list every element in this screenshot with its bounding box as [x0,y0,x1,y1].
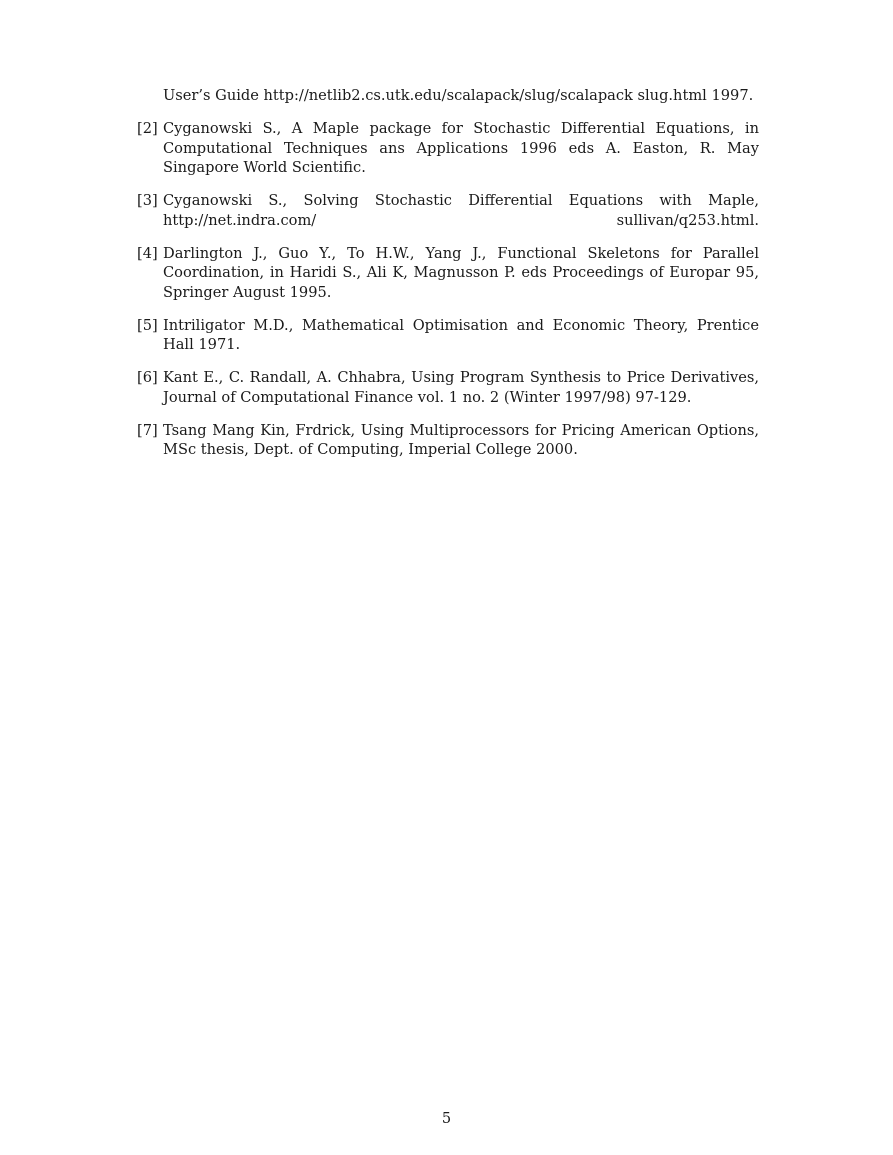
reference-number: [4] [137,244,158,262]
reference-item [137,316,759,355]
reference-list [137,86,759,473]
reference-continuation-text: User’s Guide http://netlib2.cs.utk.edu/scalapack/slug/scalapack slug.html 1997. [163,87,754,104]
reference-number: [2] [137,120,158,137]
reference-text: Tsang Mang Kin, Frdrick, Using Multiprocessors for Pricing American Options, MSc thesis, Dept. of Computing, Imperial College 2000. [163,421,759,458]
reference-item [137,368,759,407]
reference-number: [3] [137,192,158,209]
reference-item [137,421,759,460]
reference-number: [7] [137,421,158,439]
reference-text: Intriligator M.D., Mathematical Optimisation and Economic Theory, Prentice Hall 1971. [163,316,759,353]
reference-continuation [137,86,759,106]
reference-number: [5] [137,316,158,334]
reference-text: Darlington J., Guo Y., To H.W., Yang J., Functional Skeletons for Parallel Coordination, in Haridi S., Ali K, Magnusson P. eds Proceedings of Europar 95, Springer August 1995. [163,244,759,301]
reference-text: Cyganowski S., A Maple package for Stochastic Differential Equations, in Computational Techniques ans Applications 1996 eds A. Easton, R. May Singapore World Scientific. [163,120,759,176]
page-number: 5 [441,1110,452,1127]
reference-item [137,191,759,230]
reference-text: Cyganowski S., Solving Stochastic Differential Equations with Maple, http://net.indra.com/ sullivan/q253.html. [163,192,759,229]
reference-item [137,119,759,178]
reference-number: [6] [137,369,158,386]
reference-text: Kant E., C. Randall, A. Chhabra, Using Program Synthesis to Price Derivatives, Journal of Computational Finance vol. 1 no. 2 (Winter 1997/98) 97-129. [163,369,759,406]
reference-item [137,244,759,303]
